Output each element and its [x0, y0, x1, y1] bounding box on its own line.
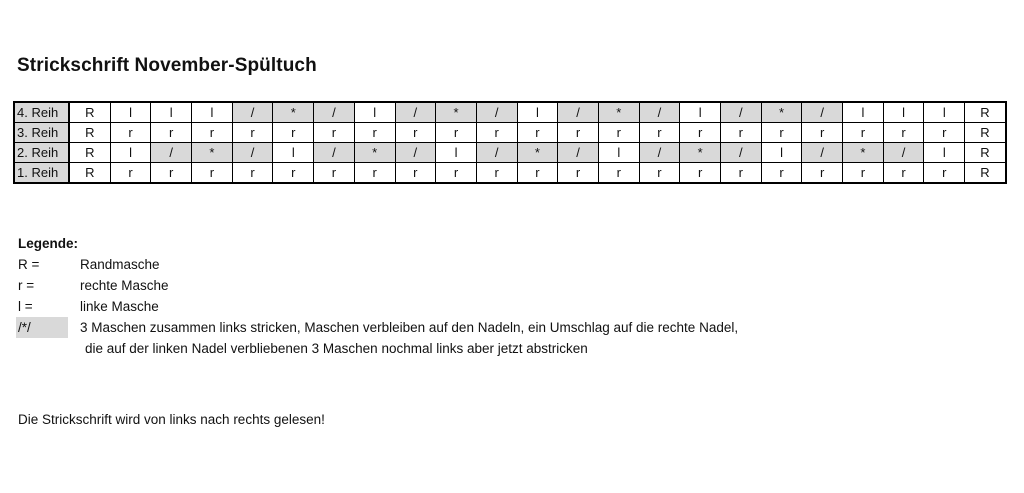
- stitch-cell: *: [517, 143, 558, 163]
- stitch-cell: /: [395, 143, 436, 163]
- stitch-cell: l: [924, 143, 965, 163]
- stitch-cell: l: [192, 102, 233, 123]
- legend-symbol: R =: [18, 257, 40, 272]
- stitch-cell: r: [395, 163, 436, 184]
- legend: [18, 236, 739, 359]
- stitch-cell: r: [476, 123, 517, 143]
- legend-description: rechte Masche: [80, 278, 169, 293]
- stitch-cell: r: [232, 163, 273, 184]
- stitch-cell: /: [802, 143, 843, 163]
- stitch-cell: r: [558, 123, 599, 143]
- legend-title: Legende:: [18, 236, 79, 251]
- stitch-cell: r: [721, 123, 762, 143]
- stitch-cell: r: [761, 163, 802, 184]
- stitch-cell: /: [558, 102, 599, 123]
- stitch-cell: r: [598, 123, 639, 143]
- stitch-cell: R: [69, 163, 110, 184]
- stitch-cell: r: [273, 123, 314, 143]
- stitch-cell: R: [965, 102, 1006, 123]
- chart-row: [14, 102, 1006, 123]
- stitch-cell: *: [843, 143, 884, 163]
- stitch-cell: /: [802, 102, 843, 123]
- legend-item-linke-masche: [18, 296, 159, 317]
- stitch-cell: l: [110, 102, 151, 123]
- row-label: 1. Reih: [14, 163, 69, 184]
- stitch-cell: /: [558, 143, 599, 163]
- stitch-cell: l: [924, 102, 965, 123]
- stitch-cell: l: [598, 143, 639, 163]
- legend-item-decrease: [18, 317, 739, 338]
- stitch-cell: /: [639, 102, 680, 123]
- stitch-cell: l: [843, 102, 884, 123]
- legend-symbol: l =: [18, 299, 33, 314]
- stitch-cell: r: [110, 163, 151, 184]
- stitch-cell: l: [517, 102, 558, 123]
- stitch-cell: r: [476, 163, 517, 184]
- stitch-cell: r: [436, 163, 477, 184]
- stitch-cell: r: [517, 123, 558, 143]
- stitch-cell: r: [273, 163, 314, 184]
- stitch-cell: R: [69, 102, 110, 123]
- stitch-cell: r: [395, 123, 436, 143]
- page-title: Strickschrift November-Spültuch: [17, 55, 317, 76]
- stitch-cell: r: [314, 123, 355, 143]
- stitch-cell: /: [151, 143, 192, 163]
- stitch-cell: r: [192, 123, 233, 143]
- stitch-cell: r: [924, 163, 965, 184]
- stitch-cell: R: [69, 143, 110, 163]
- stitch-cell: /: [721, 102, 762, 123]
- stitch-cell: r: [354, 163, 395, 184]
- legend-symbol: r =: [18, 278, 35, 293]
- stitch-cell: r: [883, 163, 924, 184]
- stitch-cell: r: [232, 123, 273, 143]
- stitch-cell: /: [395, 102, 436, 123]
- stitch-cell: l: [110, 143, 151, 163]
- stitch-cell: r: [151, 163, 192, 184]
- stitch-cell: *: [273, 102, 314, 123]
- knitting-chart: [13, 101, 1007, 184]
- stitch-cell: r: [721, 163, 762, 184]
- stitch-cell: r: [680, 163, 721, 184]
- legend-description: 3 Maschen zusammen links stricken, Maschen verbleiben auf den Nadeln, ein Umschlag auf die rechte Nadel,: [80, 320, 739, 335]
- stitch-cell: *: [598, 102, 639, 123]
- stitch-cell: R: [69, 123, 110, 143]
- legend-description-continued: die auf der linken Nadel verbliebenen 3 Maschen nochmal links aber jetzt abstricken: [85, 341, 588, 356]
- stitch-cell: *: [192, 143, 233, 163]
- legend-item-decrease-continued: [18, 338, 588, 359]
- stitch-cell: l: [354, 102, 395, 123]
- stitch-cell: l: [761, 143, 802, 163]
- stitch-cell: r: [924, 123, 965, 143]
- chart-row: [14, 163, 1006, 184]
- stitch-cell: /: [476, 143, 517, 163]
- stitch-cell: R: [965, 123, 1006, 143]
- stitch-cell: /: [883, 143, 924, 163]
- stitch-cell: l: [436, 143, 477, 163]
- legend-description: linke Masche: [80, 299, 159, 314]
- stitch-cell: l: [273, 143, 314, 163]
- stitch-cell: r: [558, 163, 599, 184]
- stitch-cell: /: [314, 143, 355, 163]
- stitch-cell: r: [639, 123, 680, 143]
- stitch-cell: R: [965, 143, 1006, 163]
- chart-row: [14, 143, 1006, 163]
- row-label: 3. Reih: [14, 123, 69, 143]
- reading-direction-note: Die Strickschrift wird von links nach rechts gelesen!: [18, 412, 325, 427]
- stitch-cell: r: [883, 123, 924, 143]
- row-label: 4. Reih: [14, 102, 69, 123]
- stitch-cell: *: [354, 143, 395, 163]
- stitch-cell: l: [151, 102, 192, 123]
- stitch-cell: *: [761, 102, 802, 123]
- stitch-cell: r: [151, 123, 192, 143]
- stitch-cell: r: [517, 163, 558, 184]
- stitch-cell: r: [598, 163, 639, 184]
- stitch-cell: r: [354, 123, 395, 143]
- legend-item-randmasche: [18, 254, 160, 275]
- stitch-cell: r: [639, 163, 680, 184]
- stitch-cell: /: [639, 143, 680, 163]
- stitch-cell: r: [843, 123, 884, 143]
- stitch-cell: l: [883, 102, 924, 123]
- chart-row: [14, 123, 1006, 143]
- stitch-cell: r: [436, 123, 477, 143]
- stitch-cell: l: [680, 102, 721, 123]
- stitch-cell: *: [436, 102, 477, 123]
- stitch-cell: r: [802, 163, 843, 184]
- row-label: 2. Reih: [14, 143, 69, 163]
- stitch-cell: r: [802, 123, 843, 143]
- stitch-cell: /: [476, 102, 517, 123]
- stitch-cell: *: [680, 143, 721, 163]
- stitch-cell: r: [110, 123, 151, 143]
- stitch-cell: R: [965, 163, 1006, 184]
- stitch-cell: r: [761, 123, 802, 143]
- stitch-cell: /: [232, 102, 273, 123]
- stitch-cell: /: [232, 143, 273, 163]
- stitch-cell: /: [721, 143, 762, 163]
- stitch-cell: r: [680, 123, 721, 143]
- legend-description: Randmasche: [80, 257, 160, 272]
- legend-symbol: /*/: [16, 317, 68, 338]
- stitch-cell: /: [314, 102, 355, 123]
- stitch-cell: r: [843, 163, 884, 184]
- legend-item-rechte-masche: [18, 275, 169, 296]
- stitch-cell: r: [192, 163, 233, 184]
- stitch-cell: r: [314, 163, 355, 184]
